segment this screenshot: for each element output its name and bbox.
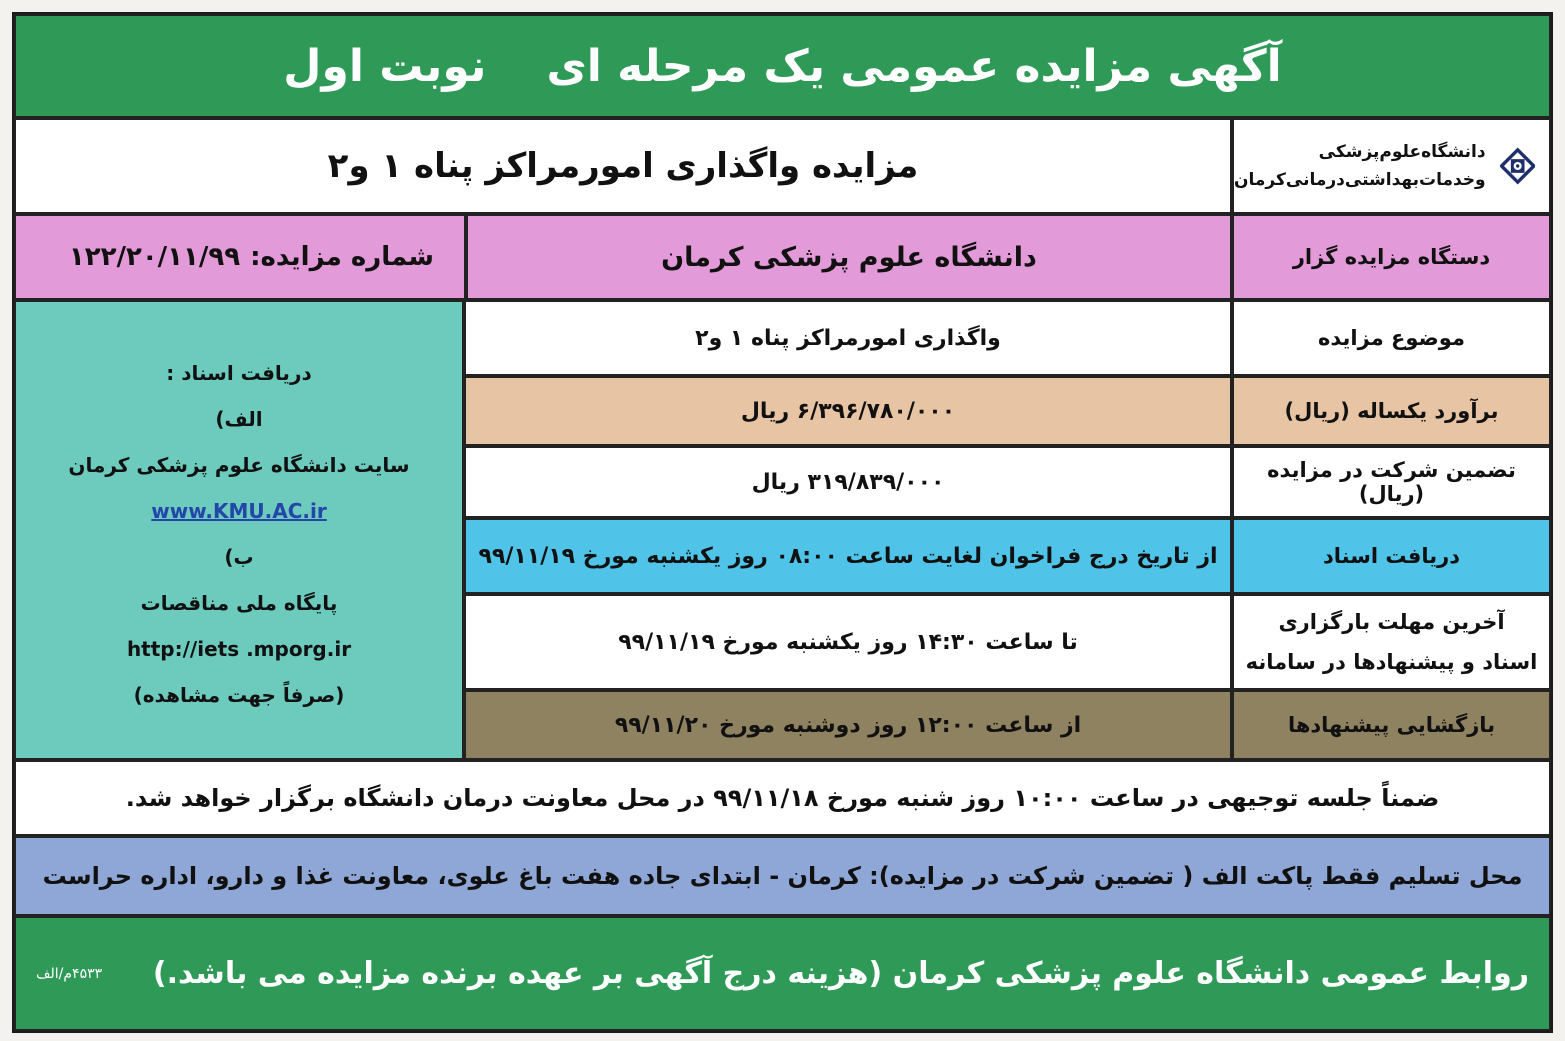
row-opening-label bbox=[1232, 690, 1551, 760]
documents-heading: دریافت اسناد : bbox=[166, 361, 312, 385]
deadline-value: تا ساعت ۱۴:۳۰ روز یکشنبه مورخ ۹۹/۱۱/۱۹ bbox=[618, 629, 1078, 655]
row-deadline-value bbox=[464, 594, 1232, 690]
estimate-value: ۶/۳۹۶/۷۸۰/۰۰۰ ریال bbox=[740, 398, 956, 424]
documents-option-a: الف) bbox=[215, 407, 263, 431]
subject-value: واگذاری امورمراکز پناه ۱ و۲ bbox=[695, 325, 1001, 351]
row-guarantee-value bbox=[464, 446, 1232, 518]
documents-a-text: سایت دانشگاه علوم پزشکی کرمان bbox=[68, 453, 410, 477]
row-organizer-value bbox=[466, 214, 1232, 300]
row-receipt-label bbox=[1232, 518, 1551, 594]
header-band bbox=[14, 14, 1551, 118]
org-name-line2: و‌خدمات‌بهداشتی‌درمانی‌کرمان bbox=[1234, 170, 1486, 190]
auction-number-label: شماره مزایده: bbox=[250, 242, 434, 272]
deadline-label-line1: آخرین مهلت بارگزاری bbox=[1278, 610, 1505, 634]
footer-text: روابط عمومی دانشگاه علوم پزشکی کرمان (هزینه درج آگهی بر عهده برنده مزایده می باشد.) bbox=[152, 956, 1529, 991]
organizer-label: دستگاه مزایده گزار bbox=[1292, 245, 1491, 269]
organizer-value: دانشگاه علوم پزشکی کرمان bbox=[661, 241, 1037, 273]
documents-note: (صرفاً جهت مشاهده) bbox=[133, 683, 345, 707]
auction-subtitle: مزایده واگذاری امورمراکز پناه ۱ و۲ bbox=[327, 146, 919, 186]
delivery-location: محل تسلیم فقط پاکت الف ( تضمین شرکت در مزایده): کرمان - ابتدای جاده هفت باغ علوی، معاونت غذا و دارو، اداره حراست bbox=[42, 862, 1523, 890]
row-subject-label bbox=[1232, 300, 1551, 376]
delivery-cell bbox=[14, 836, 1551, 916]
notice-title: آگهی مزایده عمومی یک مرحله ای bbox=[546, 40, 1282, 92]
auction-number-cell bbox=[14, 214, 466, 300]
row-subject-value bbox=[464, 300, 1232, 376]
footer-code: ۴۵۳۳م/الف bbox=[36, 965, 103, 982]
opening-value: از ساعت ۱۲:۰۰ روز دوشنبه مورخ ۹۹/۱۱/۲۰ bbox=[614, 712, 1082, 738]
row-estimate-label bbox=[1232, 376, 1551, 446]
iets-website-link[interactable]: http://iets .mporg.ir bbox=[126, 637, 352, 661]
row-estimate-value bbox=[464, 376, 1232, 446]
guarantee-value: ۳۱۹/۸۳۹/۰۰۰ ریال bbox=[751, 469, 945, 495]
org-logo-cell bbox=[1232, 118, 1551, 214]
deadline-label-line2: اسناد و پیشنهادها در سامانه bbox=[1245, 650, 1538, 674]
row-receipt-value bbox=[464, 518, 1232, 594]
receipt-label: دریافت اسناد bbox=[1323, 544, 1461, 568]
documents-option-b: ب) bbox=[224, 545, 254, 569]
meeting-note: ضمناً جلسه توجیهی در ساعت ۱۰:۰۰ روز شنبه مورخ ۹۹/۱۱/۱۸ در محل معاونت درمان دانشگاه برگزار خواهد شد. bbox=[125, 784, 1440, 812]
meeting-note-cell bbox=[14, 760, 1551, 836]
opening-label: بازگشایی پیشنهادها bbox=[1287, 713, 1496, 737]
row-guarantee-label bbox=[1232, 446, 1551, 518]
footer-band bbox=[14, 916, 1551, 1031]
estimate-label: برآورد یکساله (ریال) bbox=[1284, 399, 1499, 423]
subtitle-cell bbox=[14, 118, 1232, 214]
notice-round: نوبت اول bbox=[283, 40, 487, 92]
row-deadline-label bbox=[1232, 594, 1551, 690]
university-emblem-icon bbox=[1500, 135, 1535, 197]
guarantee-label: تضمین شرکت در مزایده (ریال) bbox=[1267, 458, 1516, 506]
org-name-line1: دانشگاه‌علوم‌پزشکی bbox=[1318, 142, 1486, 162]
documents-b-text: پایگاه ملی مناقصات bbox=[140, 591, 338, 615]
auction-number-value: ۱۲۲/۲۰/۱۱/۹۹ bbox=[68, 242, 241, 272]
receipt-value: از تاریخ درج فراخوان لغایت ساعت ۰۸:۰۰ روز یکشنبه مورخ ۹۹/۱۱/۱۹ bbox=[478, 543, 1218, 569]
kmu-website-link[interactable]: www.KMU.AC.ir bbox=[151, 499, 327, 523]
documents-box bbox=[14, 300, 464, 760]
row-organizer-label bbox=[1232, 214, 1551, 300]
row-opening-value bbox=[464, 690, 1232, 760]
subject-label: موضوع مزایده bbox=[1318, 326, 1465, 350]
